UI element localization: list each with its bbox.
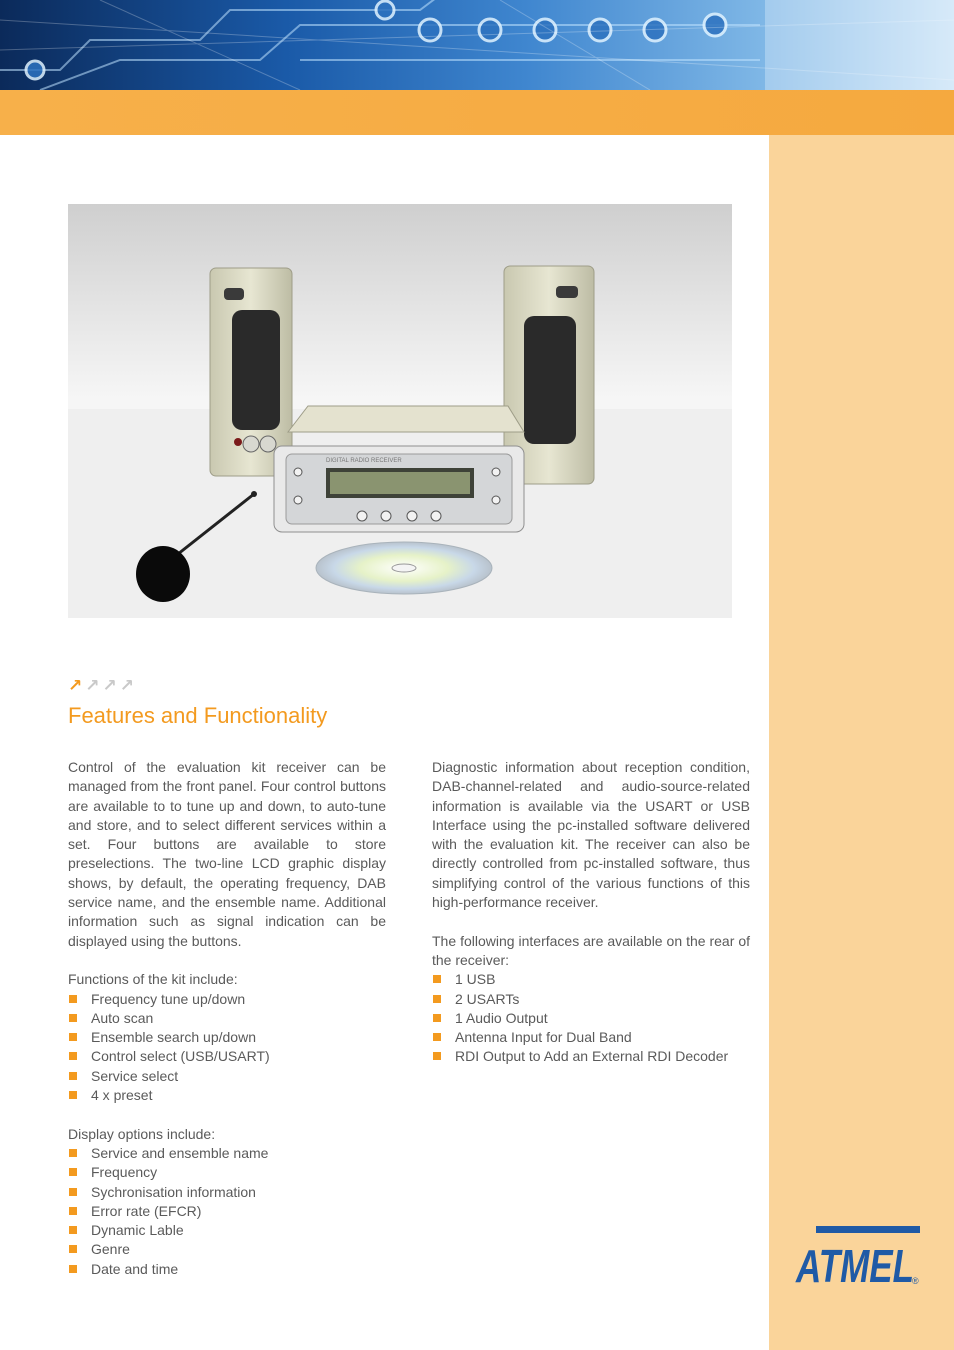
list-item: Frequency — [68, 1163, 386, 1182]
atmel-logo — [794, 1226, 924, 1288]
list-item: Service select — [68, 1067, 386, 1086]
arrow-icon: ↗ — [102, 676, 117, 695]
atmel-logo-icon — [794, 1226, 924, 1288]
right-column — [432, 758, 750, 1067]
list-item: 4 x preset — [68, 1086, 386, 1105]
list-item: Genre — [68, 1240, 386, 1259]
arrow-icon: ↗ — [119, 676, 134, 695]
intro-paragraph: Control of the evaluation kit receiver can be managed from the front panel. Four control buttons are available to to tune up and down, to auto-tune and store, and to select different services within a set. Four buttons are available to store preselections. The two-line LCD graphic display shows, by default, the operating frequency, DAB service name, and the ensemble name. Additional information such as signal indication can be displayed using the buttons. — [68, 759, 386, 949]
functions-heading: Functions of the kit include: — [68, 971, 238, 988]
registered-mark: ® — [912, 1276, 919, 1286]
list-item: Antenna Input for Dual Band — [432, 1028, 750, 1047]
orange-header-bar — [0, 90, 954, 135]
list-item: Auto scan — [68, 1009, 386, 1028]
diagnostic-paragraph: Diagnostic information about reception condition, DAB-channel-related and audio-source-related information is available via the USART or USB Interface using the pc-installed software delivered with the evaluation kit. The receiver can also be directly controlled from pc-installed software, thus simplifying control of the various functions of this high-performance receiver. — [432, 759, 750, 911]
list-item: Date and time — [68, 1260, 386, 1279]
arrow-icon: ↗ — [68, 676, 83, 695]
list-item: 2 USARTs — [432, 990, 750, 1009]
list-item: Sychronisation information — [68, 1183, 386, 1202]
functions-list — [68, 990, 386, 1106]
device-label: DIGITAL RADIO RECEIVER — [326, 458, 402, 464]
circuit-banner-graphic — [0, 0, 954, 90]
interfaces-list — [432, 970, 750, 1066]
interfaces-heading: The following interfaces are available on the rear of the receiver: — [432, 932, 750, 968]
arrow-icon: ↗ — [85, 676, 100, 695]
list-item: 1 Audio Output — [432, 1009, 750, 1028]
list-item: Frequency tune up/down — [68, 990, 386, 1009]
display-options-heading: Display options include: — [68, 1125, 216, 1142]
header-banner — [0, 0, 954, 90]
list-item: Service and ensemble name — [68, 1144, 386, 1163]
display-options-list — [68, 1144, 386, 1279]
logo-text: ATMEL — [795, 1240, 914, 1288]
list-item: Ensemble search up/down — [68, 1028, 386, 1047]
list-item: 1 USB — [432, 970, 750, 989]
list-item: Error rate (EFCR) — [68, 1202, 386, 1221]
list-item: Control select (USB/USART) — [68, 1047, 386, 1066]
list-item: RDI Output to Add an External RDI Decoder — [432, 1047, 750, 1066]
arrow-decoration — [68, 677, 134, 694]
evaluation-kit-illustration — [68, 204, 732, 618]
left-column — [68, 758, 386, 1279]
product-photo — [68, 204, 732, 618]
right-sidebar — [769, 135, 954, 1350]
list-item: Dynamic Lable — [68, 1221, 386, 1240]
section-heading: Features and Functionality — [68, 703, 328, 728]
